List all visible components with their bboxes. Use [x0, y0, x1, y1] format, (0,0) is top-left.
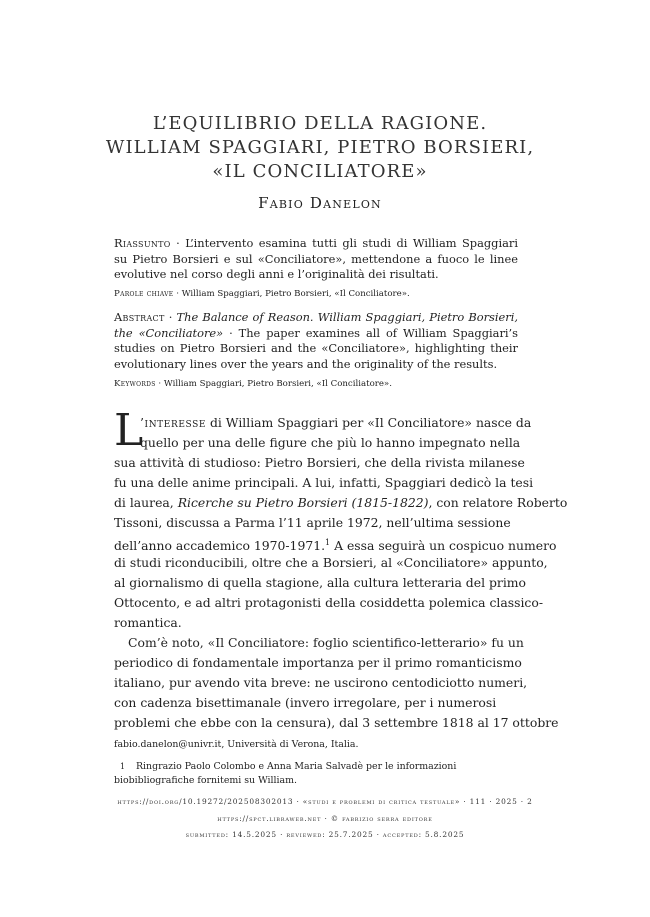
body-paragraph-1 — [114, 405, 568, 733]
abstract-text: · The paper examines all of William Spaggiari’s studies on Pietro Borsieri and the «Conciliatore», highlighting their evolutionary lines over the years and the originality of the results. — [114, 325, 518, 371]
title-line-2: WILLIAM SPAGGIARI, PIETRO BORSIERI, — [105, 137, 535, 158]
abstract-title: The Balance of Reason. William Spaggiari, Pietro Borsieri, the «Conciliatore» — [114, 310, 518, 340]
copyright-watermark — [555, 200, 581, 680]
title-line-3: «IL CONCILIATORE» — [212, 161, 428, 182]
footnote-1 — [114, 760, 518, 788]
keywords-text: · William Spaggiari, Pietro Borsieri, «Il Conciliatore». — [155, 379, 392, 389]
footer-doi: https://doi.org/10.19272/202508302013 · «studi e problemi di critica testuale» · 111 · 2025 · 2 — [117, 797, 533, 806]
body-line: Ottocento, e ad altri protagonisti della cosiddetta polemica classico- — [114, 595, 544, 610]
affiliation: fabio.danelon@univr.it, Università di Verona, Italia. — [114, 739, 359, 750]
body-line: dell’anno accademico 1970-1971.$^1$ A essa seguirà un cospicuo numero — [114, 538, 557, 554]
author-name: Fabio Danelon — [258, 194, 382, 212]
footer-url: https://spct.libraweb.net · © fabrizio serra editore — [217, 814, 433, 823]
riassunto-text: L’intervento esamina tutti gli studi di William Spaggiari su Pietro Borsieri e sul «Conciliatore», mettendone a fuoco le linee evolutive nel corso degli anni e l’originalità dei risultati. — [114, 236, 518, 281]
footnote-number: 1 — [120, 762, 126, 771]
abstract-separator: · — [164, 310, 177, 324]
body-line: periodico di fondamentale importanza per il primo romanticismo — [114, 655, 522, 670]
body-line: romantica. — [114, 615, 182, 630]
article-title — [60, 112, 580, 184]
parole-chiave-label: Parole chiave — [114, 289, 174, 299]
body-line: fu una delle anime principali. A lui, infatti, Spaggiari dedicò la tesi — [114, 475, 534, 490]
parole-chiave — [114, 288, 518, 300]
thesis-title: Ricerche su Pietro Borsieri (1815-1822) — [177, 495, 429, 510]
keywords — [114, 378, 518, 390]
riassunto-block — [114, 236, 518, 283]
body-line: Com’è noto, «Il Conciliatore: foglio scientifico-letterario» fu un — [128, 635, 524, 650]
body-line: italiano, pur avendo vita breve: ne uscirono centodiciotto numeri, — [114, 675, 528, 690]
footnote-ref: 1 — [325, 538, 331, 547]
body-line: di laurea, Ricerche su Pietro Borsieri (1815-1822), con relatore Roberto — [114, 495, 568, 510]
abstract-block — [114, 310, 518, 372]
riassunto-label: Riassunto — [114, 236, 171, 250]
body-line: al giornalismo di quella stagione, alla cultura letteraria del primo — [114, 575, 526, 590]
body-line: ’interesse di William Spaggiari per «Il Conciliatore» nasce da — [140, 415, 532, 430]
body-line: problemi che ebbe con la censura), dal 3 settembre 1818 al 17 ottobre — [114, 715, 559, 730]
keywords-label: Keywords — [114, 379, 156, 389]
abstract-label: Abstract — [114, 310, 165, 324]
body-line: quello per una delle figure che più lo hanno impegnato nella — [140, 435, 521, 450]
body-line: Tissoni, discussa a Parma l’11 aprile 1972, nell’ultima sessione — [114, 515, 511, 530]
body-line: di studi riconducibili, oltre che a Borsieri, al «Conciliatore» appunto, — [114, 555, 548, 570]
drop-cap: L — [114, 405, 144, 456]
title-line-1: L’EQUILIBRIO DELLA RAGIONE. — [152, 113, 488, 134]
body-line: con cadenza bisettimanale (invero irregolare, per i numerosi — [114, 695, 497, 710]
body-smallcaps-opening: ’interesse — [140, 415, 207, 430]
body-line: sua attività di studioso: Pietro Borsieri, che della rivista milanese — [114, 455, 525, 470]
parole-chiave-text: · William Spaggiari, Pietro Borsieri, «Il Conciliatore». — [173, 289, 410, 299]
footer-dates: submitted: 14.5.2025 · reviewed: 25.7.2025 · accepted: 5.8.2025 — [185, 830, 465, 839]
footnote-text: Ringrazio Paolo Colombo e Anna Maria Salvadè per le informazioni biobibliografiche fornitemi su William. — [114, 761, 457, 786]
riassunto-separator: · — [170, 236, 186, 250]
